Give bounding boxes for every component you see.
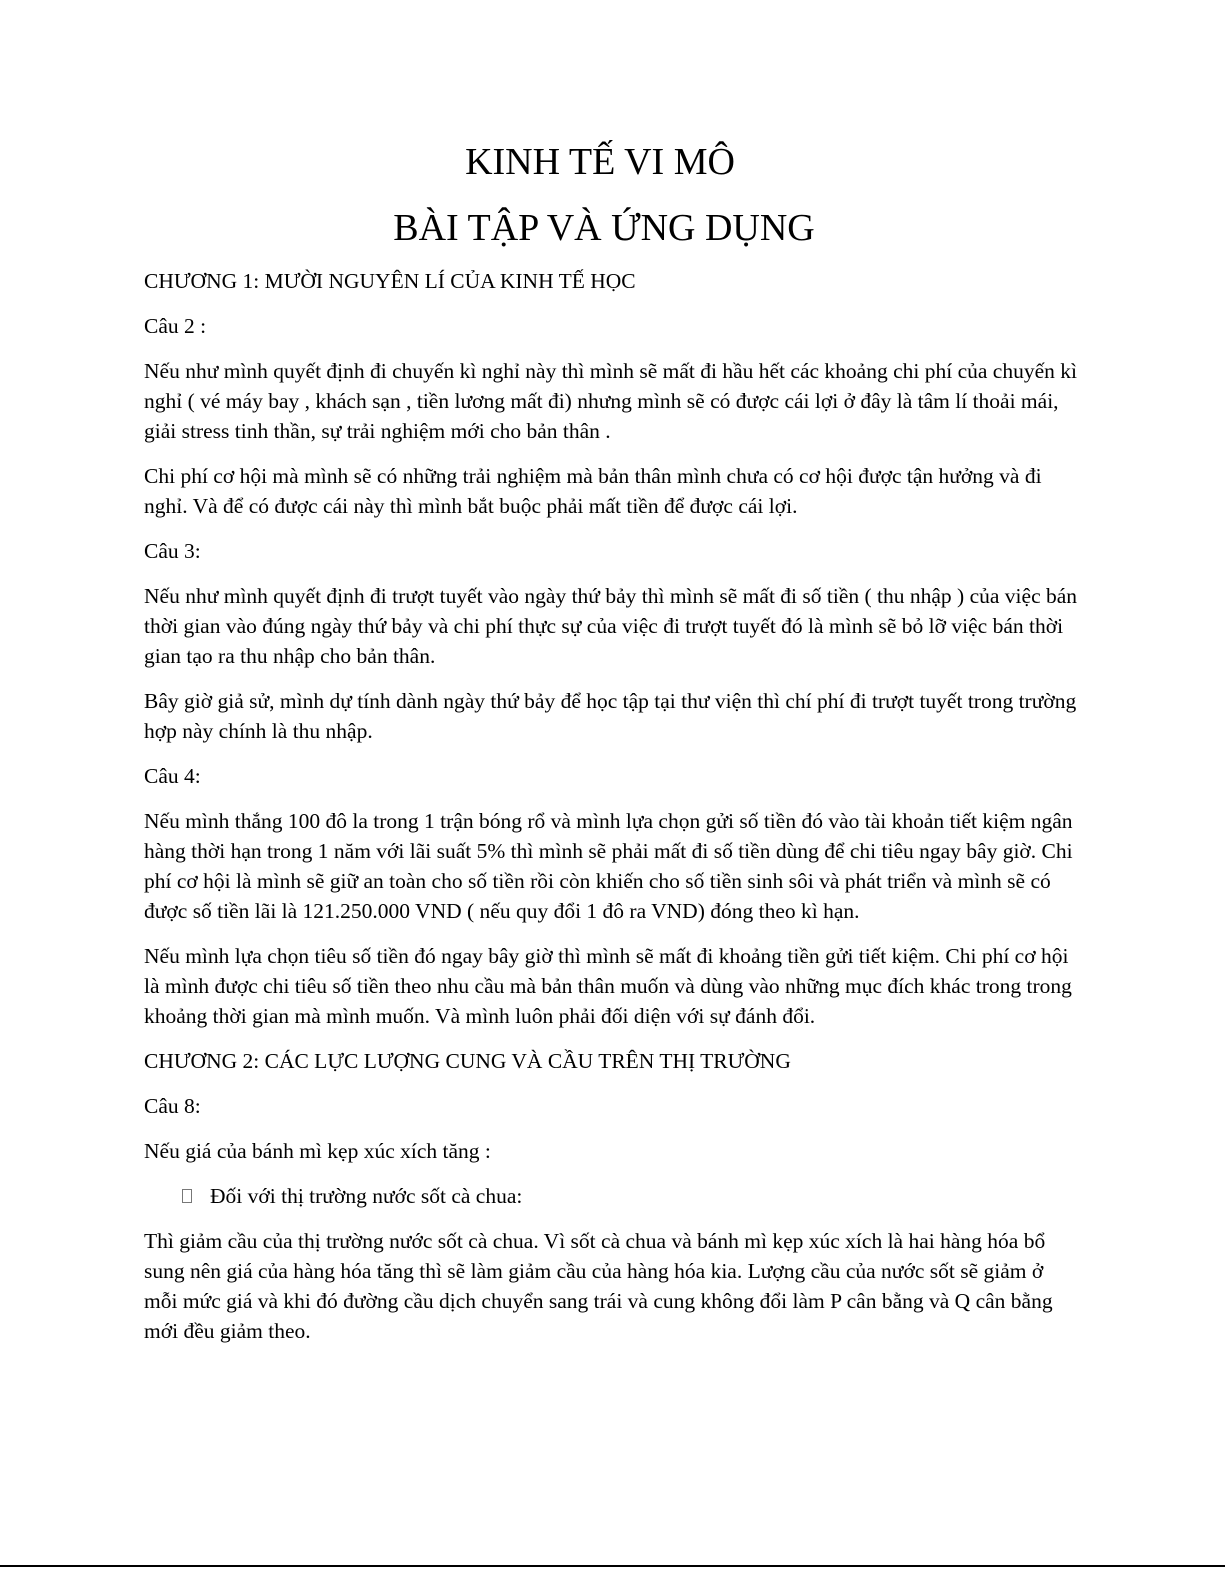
document-body <box>144 266 1079 1361</box>
question-4-label: Câu 4: <box>144 764 201 788</box>
question-4-paragraph-1: Nếu mình thắng 100 đô la trong 1 trận bóng rổ và mình lựa chọn gửi số tiền đó vào tài khoản tiết kiệm ngân hàng thời hạn trong 1 năm với lãi suất 5% thì mình sẽ phải mất đi số tiền dùng để chi tiêu ngay bây giờ. Chi phí cơ hội là mình sẽ giữ an toàn cho số tiền rồi còn khiến cho số tiền sinh sôi và phát triển và mình sẽ có được số tiền lãi là 121.250.000 VND ( nếu quy đổi 1 đô ra VND) đóng theo kì hạn. <box>144 809 1073 923</box>
question-3-label: Câu 3: <box>144 539 201 563</box>
question-8-label: Câu 8: <box>144 1094 201 1118</box>
question-2-paragraph-2: Chi phí cơ hội mà mình sẽ có những trải nghiệm mà bản thân mình chưa có cơ hội được tận hưởng và đi nghỉ. Và để có được cái này thì mình bắt buộc phải mất tiền để được cái lợi. <box>144 464 1042 518</box>
question-8-paragraph-1: Thì giảm cầu của thị trường nước sốt cà chua. Vì sốt cà chua và bánh mì kẹp xúc xích là hai hàng hóa bổ sung nên giá của hàng hóa tăng thì sẽ làm giảm cầu của hàng hóa kia. Lượng cầu của nước sốt sẽ giảm ở mỗi mức giá và khi đó đường cầu dịch chuyển sang trái và cung không đổi làm P cân bằng và Q cân bằng mới đều giảm theo. <box>144 1229 1053 1343</box>
question-3-paragraph-2: Bây giờ giả sử, mình dự tính dành ngày thứ bảy để học tập tại thư viện thì chí phí đi trượt tuyết trong trường hợp này chính là thu nhập. <box>144 689 1077 743</box>
chapter-1-heading: CHƯƠNG 1: MƯỜI NGUYÊN LÍ CỦA KINH TẾ HỌC <box>144 269 636 293</box>
document-title: KINH TẾ VI MÔ <box>465 141 735 183</box>
bullet-square-icon <box>182 1189 192 1203</box>
page-bottom-divider <box>0 1565 1225 1567</box>
question-3-paragraph-1: Nếu như mình quyết định đi trượt tuyết vào ngày thứ bảy thì mình sẽ mất đi số tiền ( thu nhập ) của việc bán thời gian vào đúng ngày thứ bảy và chi phí thực sự của việc đi trượt tuyết đó là mình sẽ bỏ lỡ việc bán thời gian tạo ra thu nhập cho bản thân. <box>144 584 1078 668</box>
question-4-paragraph-2: Nếu mình lựa chọn tiêu số tiền đó ngay bây giờ thì mình sẽ mất đi khoảng tiền gửi tiết kiệm. Chi phí cơ hội là mình được chi tiêu số tiền theo nhu cầu mà bản thân muốn và dùng vào những mục đích khác trong trong khoảng thời gian mà mình muốn. Và mình luôn phải đối diện với sự đánh đổi. <box>144 944 1072 1028</box>
bullet-item-text: Đối với thị trường nước sốt cà chua: <box>210 1184 523 1208</box>
question-2-label: Câu 2 : <box>144 314 207 338</box>
bullet-item <box>182 1181 1079 1211</box>
document-subtitle: BÀI TẬP VÀ ỨNG DỤNG <box>393 207 815 249</box>
question-2-paragraph-1: Nếu như mình quyết định đi chuyến kì nghỉ này thì mình sẽ mất đi hầu hết các khoảng chi phí của chuyến kì nghỉ ( vé máy bay , khách sạn , tiền lương mất đi) nhưng mình sẽ có được cái lợi ở đây là tâm lí thoải mái, giải stress tinh thần, sự trải nghiệm mới cho bản thân . <box>144 359 1077 443</box>
chapter-2-heading: CHƯƠNG 2: CÁC LỰC LƯỢNG CUNG VÀ CẦU TRÊN THỊ TRƯỜNG <box>144 1049 791 1073</box>
question-8-intro: Nếu giá của bánh mì kẹp xúc xích tăng : <box>144 1139 491 1163</box>
